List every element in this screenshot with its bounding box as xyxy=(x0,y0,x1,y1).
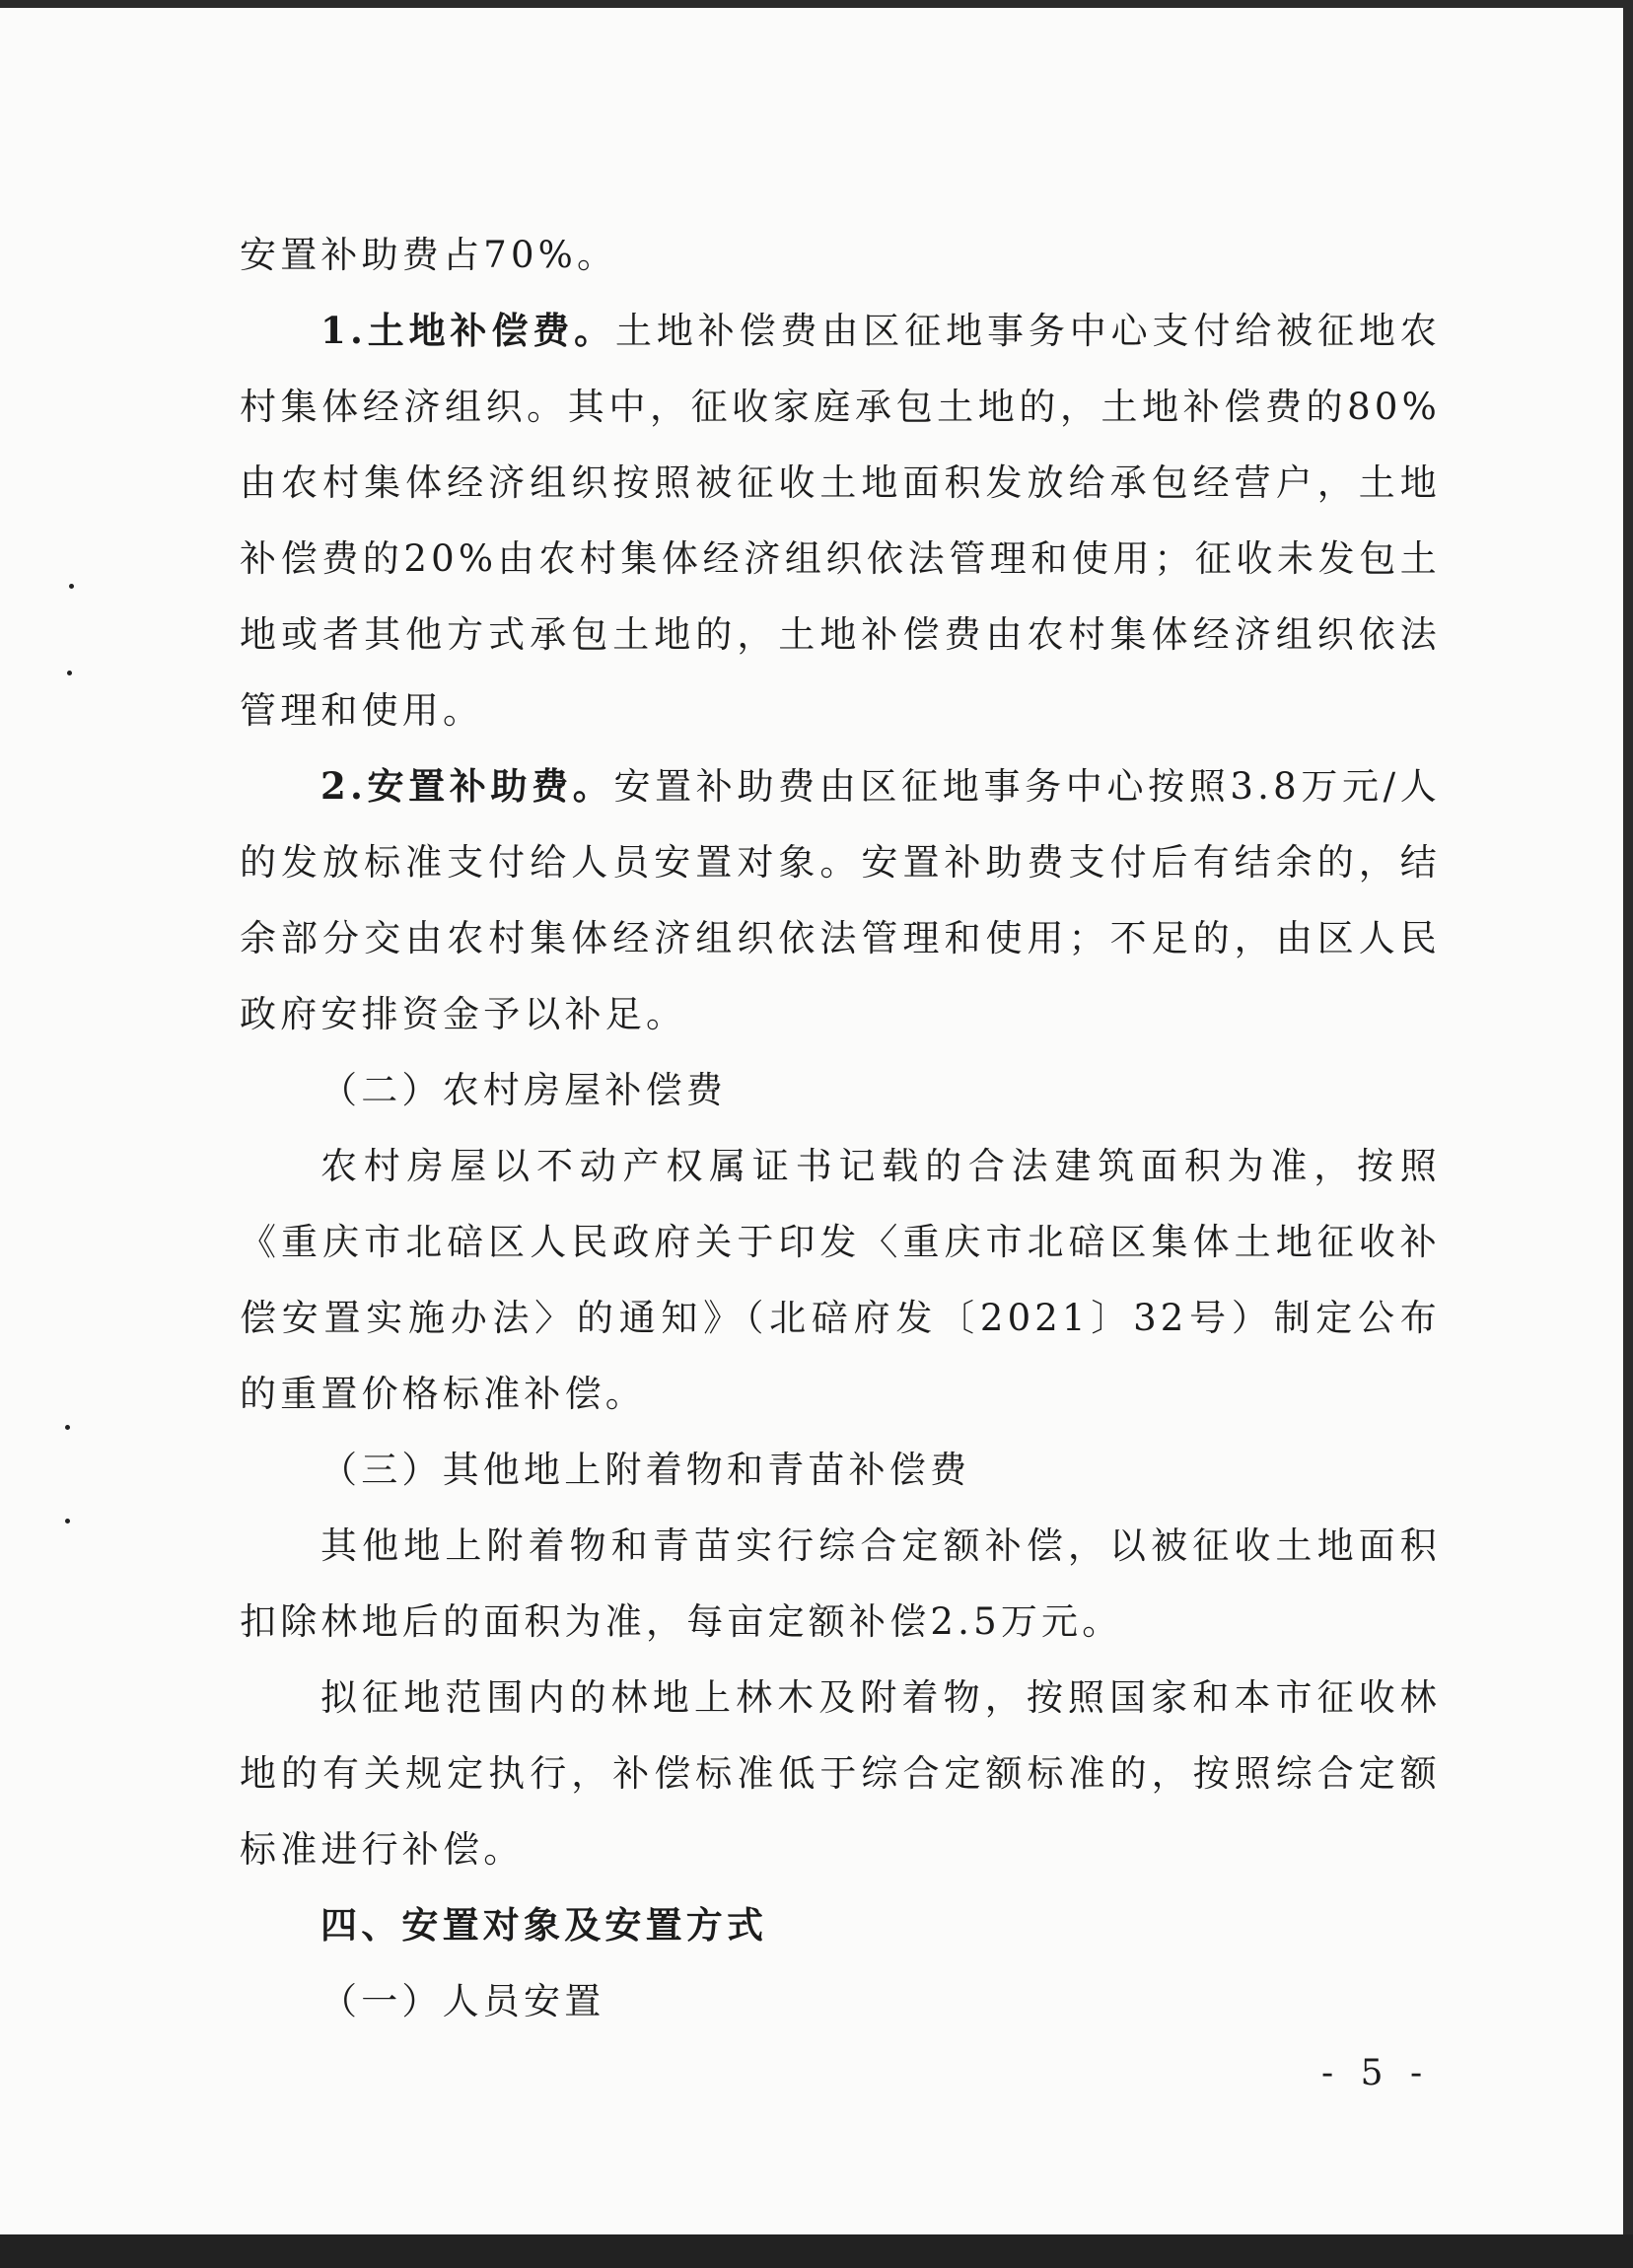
numbered-heading: 2.安置补助费。 xyxy=(320,764,614,808)
paragraph: 拟征地范围内的林地上林木及附着物，按照国家和本市征收林地的有关规定执行，补偿标准低于综合定额标准的，按照综合定额标准进行补偿。 xyxy=(240,1676,1441,1871)
paragraph xyxy=(240,748,1441,1052)
paragraph: 其他地上附着物和青苗实行综合定额补偿，以被征收土地面积扣除林地后的面积为准，每亩定额补偿2.5万元。 xyxy=(240,1524,1441,1643)
binding-hole-mark xyxy=(69,584,74,589)
paragraph xyxy=(240,217,1441,293)
paragraph-text: 土地补偿费由区征地事务中心支付给被征地农村集体经济组织。其中，征收家庭承包土地的，土地补偿费的80%由农村集体经济组织按照被征收土地面积发放给承包经营户，土地补偿费的20%由农村集体经济组织依法管理和使用；征收未发包土地或者其他方式承包土地的，土地补偿费由农村集体经济组织依法管理和使用。 xyxy=(240,310,1441,732)
paragraph: 农村房屋以不动产权属证书记载的合法建筑面积为准，按照《重庆市北碚区人民政府关于印发〈重庆市北碚区集体土地征收补偿安置实施办法〉的通知》（北碚府发〔2021〕32号）制定公布的重置价格标准补偿。 xyxy=(240,1145,1441,1415)
section-subheading: （三）其他地上附着物和青苗补偿费 xyxy=(320,1449,971,1491)
paragraph-text: 安置补助费占70%。 xyxy=(240,234,618,276)
binding-hole-mark xyxy=(65,1519,70,1524)
binding-hole-mark xyxy=(65,1425,70,1430)
document-body xyxy=(240,217,1441,2039)
scan-edge-bottom xyxy=(0,2234,1633,2268)
binding-hole-mark xyxy=(67,671,72,675)
scan-edge-top xyxy=(0,0,1633,8)
page-number: - 5 - xyxy=(1321,2053,1431,2093)
paragraph-text: 安置补助费由区征地事务中心按照3.8万元/人的发放标准支付给人员安置对象。安置补助费支付后有结余的，结余部分交由农村集体经济组织依法管理和使用；不足的，由区人民政府安排资金予以补足。 xyxy=(240,765,1441,1035)
numbered-heading: 1.土地补偿费。 xyxy=(320,309,616,352)
paragraph xyxy=(240,293,1441,748)
section-subheading: （一）人员安置 xyxy=(320,1980,605,2022)
scan-edge-right xyxy=(1623,0,1633,2268)
section-subheading: （二）农村房屋补偿费 xyxy=(320,1069,727,1111)
section-heading: 四、安置对象及安置方式 xyxy=(320,1903,768,1947)
